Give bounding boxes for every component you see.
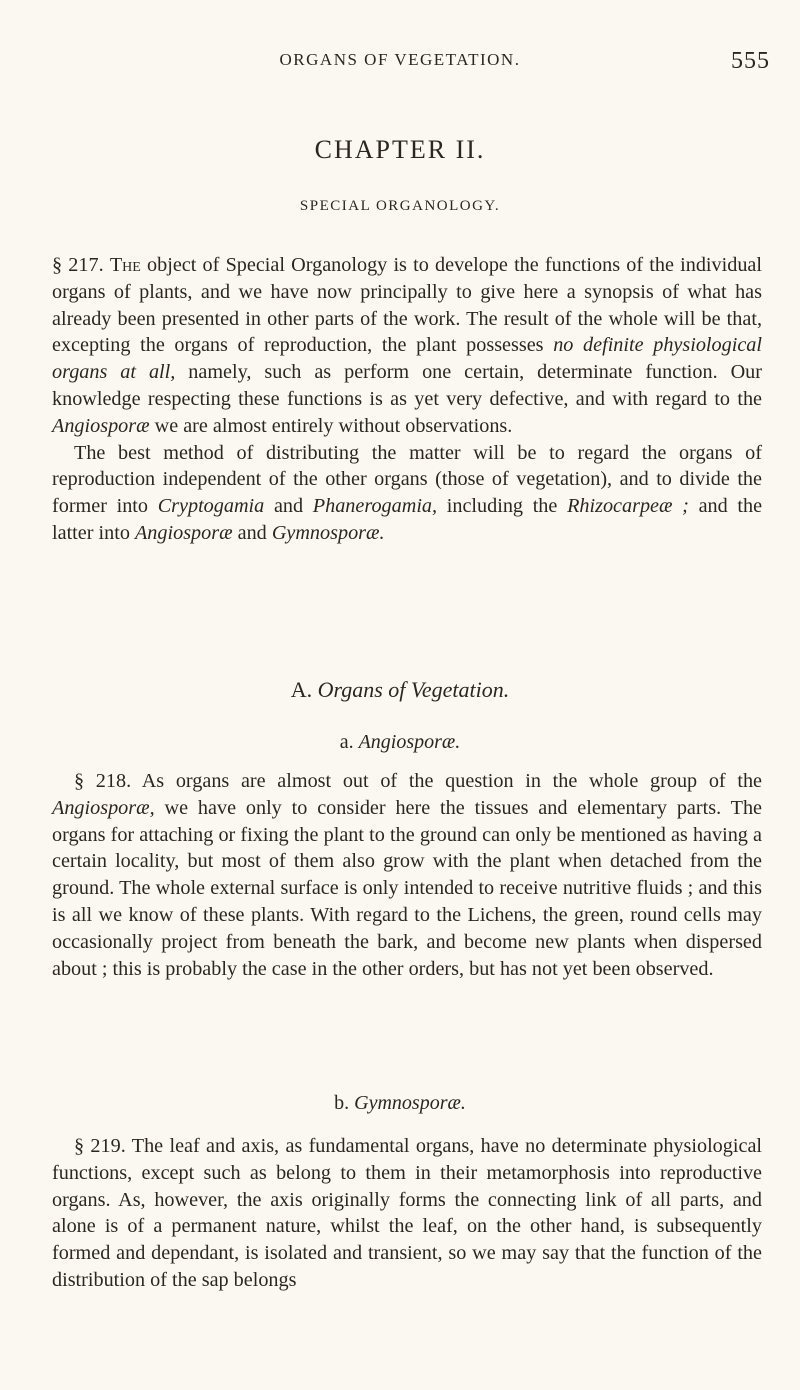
heading-letter: A. [290,677,313,702]
section-217 [52,252,762,547]
heading-letter: a. [339,731,354,753]
chapter-title: CHAPTER II. [314,135,486,164]
lead-word: The [109,254,141,276]
section-218 [52,768,762,982]
section-number: § 217. [52,254,104,276]
text: we have only to consider here the tissues and elementary parts. The organs for attaching or fixing the plant to the ground can only be mentioned as having a certain locality, but most of them also grow with the plant when detached from the ground. The whole external surface is only intended to receive nutritive fluids ; and this is all we know of these plants. With regard to the Lichens, the green, round cells may occasionally project from beneath the bark, and become new plants when dispersed about ; this is probably the case in the other orders, but has not yet been observed. [52,796,763,980]
page-number: 555 [731,48,770,74]
paragraph-217-continued [52,440,762,547]
running-head [0,48,800,78]
heading-angiosporae [0,731,800,754]
heading-title: Angiosporæ. [358,731,461,753]
text: The leaf and axis, as fundamental organs, have no determinate physiological functions, except such as belong to them in their metamorphosis into reproductive organs. As, however, the axis originally forms the connecting link of all parts, and alone is of a permanent nature, whilst the leaf, on the other hand, is subsequently formed and dependant, is isolated and transient, so we may say that the function of the distribution of the sap belongs [52,1135,763,1291]
text: and [273,495,304,518]
text: including the [446,495,558,518]
text: The best method of distributing the matter will be to regard the organs of reproduction independent of the other organs (those of vegetation), and to divide the former into [52,441,762,518]
section-219 [52,1133,762,1294]
text: and [237,521,267,544]
chapter-subtitle: SPECIAL ORGANOLOGY. [299,198,501,214]
heading-letter: b. [334,1092,350,1114]
heading-organs-of-vegetation [0,677,800,703]
italic-text: Cryptogamia [157,495,265,518]
paragraph-219 [52,1133,762,1294]
text: object of Special Organology is to develope the functions of the individual organs of plants, and we have now principally to give here a synopsis of what has already been presented in other parts of the work. The result of the whole will be that, excepting the organs of reproduction, the plant possesses [52,254,763,357]
heading-gymnosporae [0,1092,800,1115]
heading-title: Organs of Vegetation. [317,677,510,702]
italic-text: Angiosporæ, [52,796,155,819]
text: we are almost entirely without observations. [154,414,513,437]
italic-text: Gymnosporæ. [271,521,385,544]
text: namely, such as perform one certain, determinate function. Our knowledge respecting these functions is as yet very defective, and with regard to the [52,361,762,410]
section-number: § 219. [74,1135,126,1157]
italic-text: no definite physiological organs at all, [52,334,762,384]
running-head-title: ORGANS OF VEGETATION. [279,50,521,69]
italic-text: Phanerogamia, [312,495,438,518]
heading-title: Gymnosporæ. [354,1092,466,1114]
italic-text: Angiosporæ [134,521,233,544]
paragraph-218 [52,768,762,982]
paragraph-217 [52,252,762,440]
italic-text: Rhizocarpeæ ; [567,495,689,518]
italic-text: Angiosporæ [52,414,150,437]
text: and the latter into [52,495,763,544]
text: As organs are almost out of the question in the whole group of the [141,770,763,792]
section-number: § 218. [74,770,132,792]
